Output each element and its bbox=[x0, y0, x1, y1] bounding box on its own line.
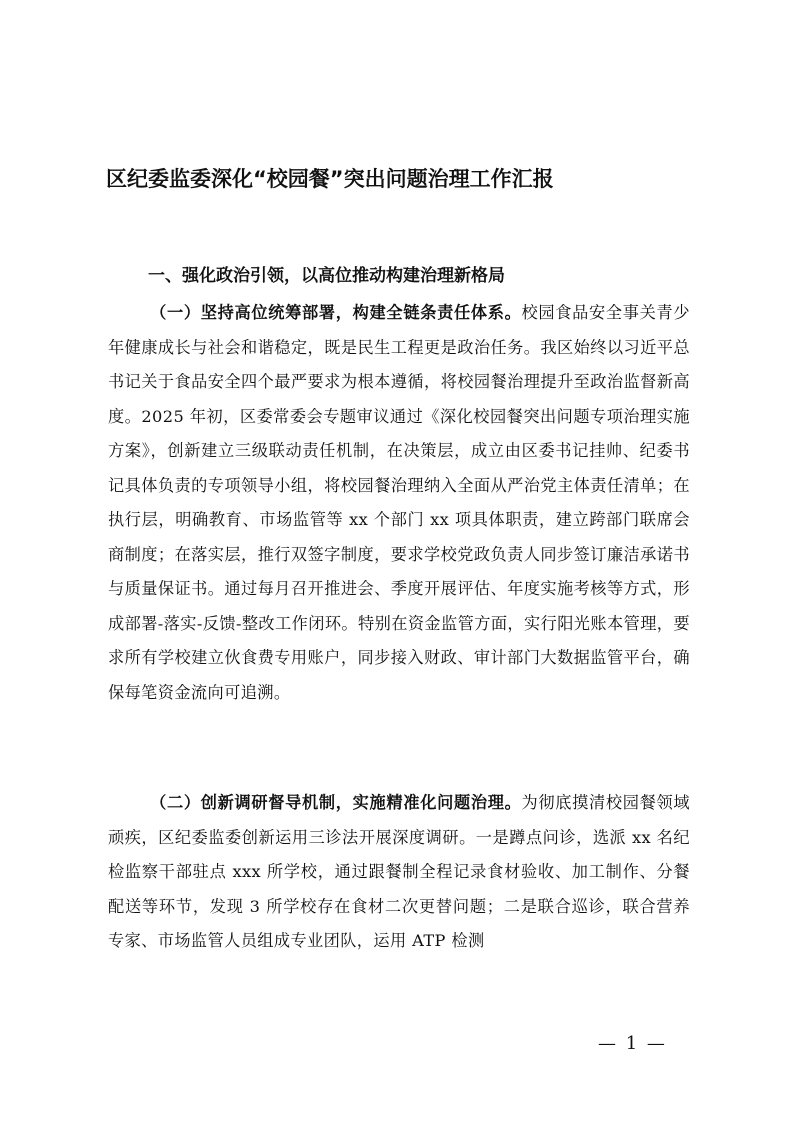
paragraph-body: 校园食品安全事关青少年健康成长与社会和谐稳定，既是民生工程更是政治任务。我区始终以习近平总书记关于食品安全四个最严要求为根本遵循，将校园餐治理提升至政治监督新高度。2025 年初，区委常委会专题审议通过《深化校园餐突出问题专项治理实施方案》，创新建立三级联动责任机制，在决策层，成立由区委书记挂帅、纪委书记具体负责的专项领导小组，将校园餐治理纳入全面从严治党主体责任清单；在执行层，明确教育、市场监管等 xx 个部门 xx 项具体职责，建立跨部门联席会商制度；在落实层，推行双签字制度，要求学校党政负责人同步签订廉洁承诺书与质量保证书。通过每月召开推进会、季度开展评估、年度实施考核等方式，形成部署-落实-反馈-整改工作闭环。特别在资金监管方面，实行阳光账本管理，要求所有学校建立伙食费专用账户，同步接入财政、审计部门大数据监管平台，确保每笔资金流向可追溯。 bbox=[108, 303, 690, 702]
page-number: — 1 — bbox=[598, 1033, 667, 1054]
document-title: 区纪委监委深化“校园餐”突出问题治理工作汇报 bbox=[106, 167, 554, 191]
paragraph-lead: （二）创新调研督导机制，实施精准化问题治理。 bbox=[150, 793, 522, 812]
paragraph bbox=[108, 786, 690, 959]
section-heading: 一、强化政治引领，以高位推动构建治理新格局 bbox=[148, 266, 505, 286]
paragraph-lead: （一）坚持高位统筹部署，构建全链条责任体系。 bbox=[150, 303, 522, 322]
paragraph bbox=[108, 296, 690, 710]
paragraph-body: 为彻底摸清校园餐领域顽疾，区纪委监委创新运用三诊法开展深度调研。一是蹲点问诊，选派 xx 名纪检监察干部驻点 xxx 所学校，通过跟餐制全程记录食材验收、加工制作、分餐配送等环节，发现 3 所学校存在食材二次更替问题；二是联合巡诊，联合营养专家、市场监管人员组成专业团队，运用 ATP 检测 bbox=[108, 793, 690, 950]
